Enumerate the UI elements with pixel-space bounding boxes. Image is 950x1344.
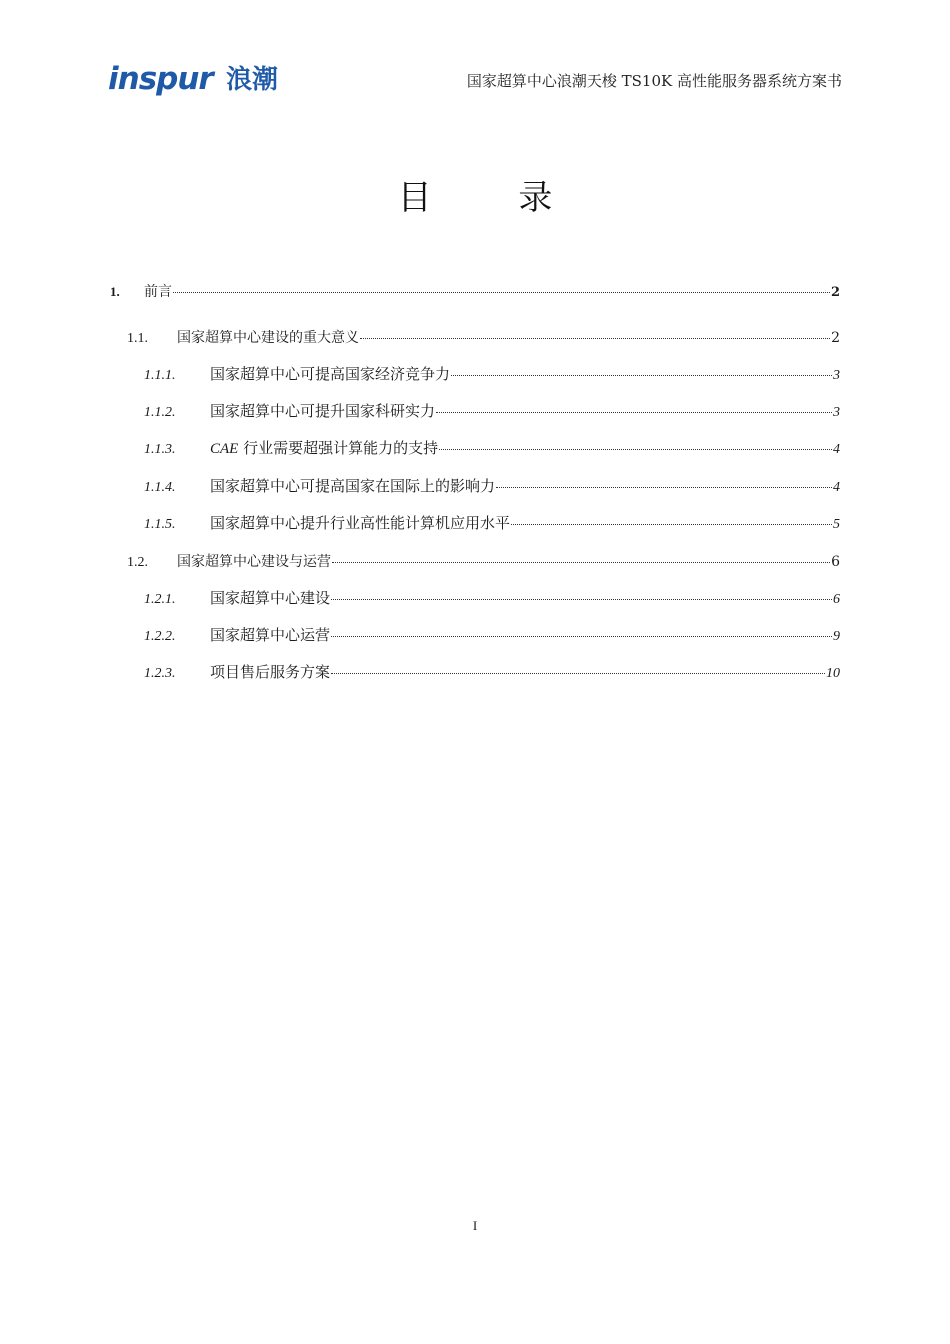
toc-entry-page: 3 bbox=[833, 405, 840, 420]
toc-dot-leader bbox=[331, 673, 825, 674]
logo-latin-text: inspur bbox=[108, 62, 213, 97]
toc-entry-number: 1.1.4. bbox=[144, 480, 176, 495]
page-number: I bbox=[472, 1218, 478, 1233]
toc-entry-page: 3 bbox=[833, 368, 840, 383]
toc-dot-leader bbox=[451, 375, 832, 376]
toc-entry-text: 国家超算中心可提升国家科研实力 bbox=[210, 402, 436, 420]
toc-entry-number: 1.1.3. bbox=[144, 442, 176, 457]
toc-entry-text: 前言 bbox=[144, 284, 172, 300]
toc-entry-text: 国家超算中心可提高国家经济竞争力 bbox=[210, 365, 451, 383]
toc-entry-page: 4 bbox=[833, 442, 840, 457]
toc-entry-text-rest: 行业需要超强计算能力的支持 bbox=[238, 439, 439, 457]
toc-entry-number: 1.2. bbox=[127, 555, 148, 570]
toc-entry[interactable] bbox=[144, 363, 840, 384]
toc-entry-page: 6 bbox=[833, 592, 840, 607]
toc-dot-leader bbox=[511, 524, 832, 525]
toc-entry-number: 1.2.2. bbox=[144, 629, 176, 644]
toc-dot-leader bbox=[360, 338, 830, 339]
toc-entry-text bbox=[210, 437, 438, 458]
toc-entry-page: 4 bbox=[833, 480, 840, 495]
toc-entry-number: 1.1.1. bbox=[144, 368, 176, 383]
toc-entry[interactable] bbox=[144, 587, 840, 608]
toc-entry[interactable] bbox=[144, 624, 840, 645]
toc-dot-leader bbox=[173, 292, 830, 293]
toc-entry-number: 1.2.1. bbox=[144, 592, 176, 607]
inspur-logo bbox=[108, 62, 298, 98]
toc-entry-number: 1.1.2. bbox=[144, 405, 176, 420]
toc-entry-page: 5 bbox=[833, 517, 840, 532]
toc-entry[interactable] bbox=[144, 437, 840, 458]
toc-dot-leader bbox=[332, 562, 830, 563]
toc-entry[interactable] bbox=[144, 400, 840, 421]
toc-entry-number: 1.1.5. bbox=[144, 517, 176, 532]
toc-entry[interactable] bbox=[144, 475, 840, 496]
toc-entry-page: 9 bbox=[833, 629, 840, 644]
toc-entry-text: 国家超算中心建设的重大意义 bbox=[177, 330, 359, 346]
toc-entry-page: 10 bbox=[826, 666, 840, 681]
document-header-title: 国家超算中心浪潮天梭 TS10K 高性能服务器系统方案书 bbox=[466, 72, 842, 90]
toc-dot-leader bbox=[496, 487, 832, 488]
toc-entry-number: 1.2.3. bbox=[144, 666, 176, 681]
toc-dot-leader bbox=[436, 412, 832, 413]
toc-entry[interactable] bbox=[127, 551, 840, 571]
toc-dot-leader bbox=[331, 599, 832, 600]
toc-entry-page: 6 bbox=[831, 554, 840, 570]
toc-entry-text-prefix: CAE bbox=[210, 441, 239, 457]
toc-entry[interactable] bbox=[144, 512, 840, 533]
toc-title: 目 录 bbox=[397, 178, 591, 218]
toc-entry[interactable] bbox=[110, 281, 840, 301]
toc-entry-number: 1.1. bbox=[127, 331, 148, 346]
toc-entry-text: 国家超算中心建设 bbox=[210, 589, 331, 607]
toc-dot-leader bbox=[331, 636, 832, 637]
toc-entry-text: 国家超算中心运营 bbox=[210, 626, 331, 644]
toc-dot-leader bbox=[439, 449, 832, 450]
toc-entry-page: 2 bbox=[830, 285, 840, 300]
toc-entry-text: 国家超算中心建设与运营 bbox=[177, 554, 331, 570]
toc-entry-page: 2 bbox=[831, 330, 840, 346]
toc-entry[interactable] bbox=[144, 661, 840, 682]
toc-entry-text: 国家超算中心提升行业高性能计算机应用水平 bbox=[210, 514, 511, 532]
toc-entry[interactable] bbox=[127, 327, 840, 347]
toc-entry-text: 项目售后服务方案 bbox=[210, 663, 331, 681]
logo-cn-text: 浪潮 bbox=[226, 65, 279, 95]
toc-entry-text: 国家超算中心可提高国家在国际上的影响力 bbox=[210, 477, 496, 495]
toc-entry-number: 1. bbox=[110, 284, 120, 299]
